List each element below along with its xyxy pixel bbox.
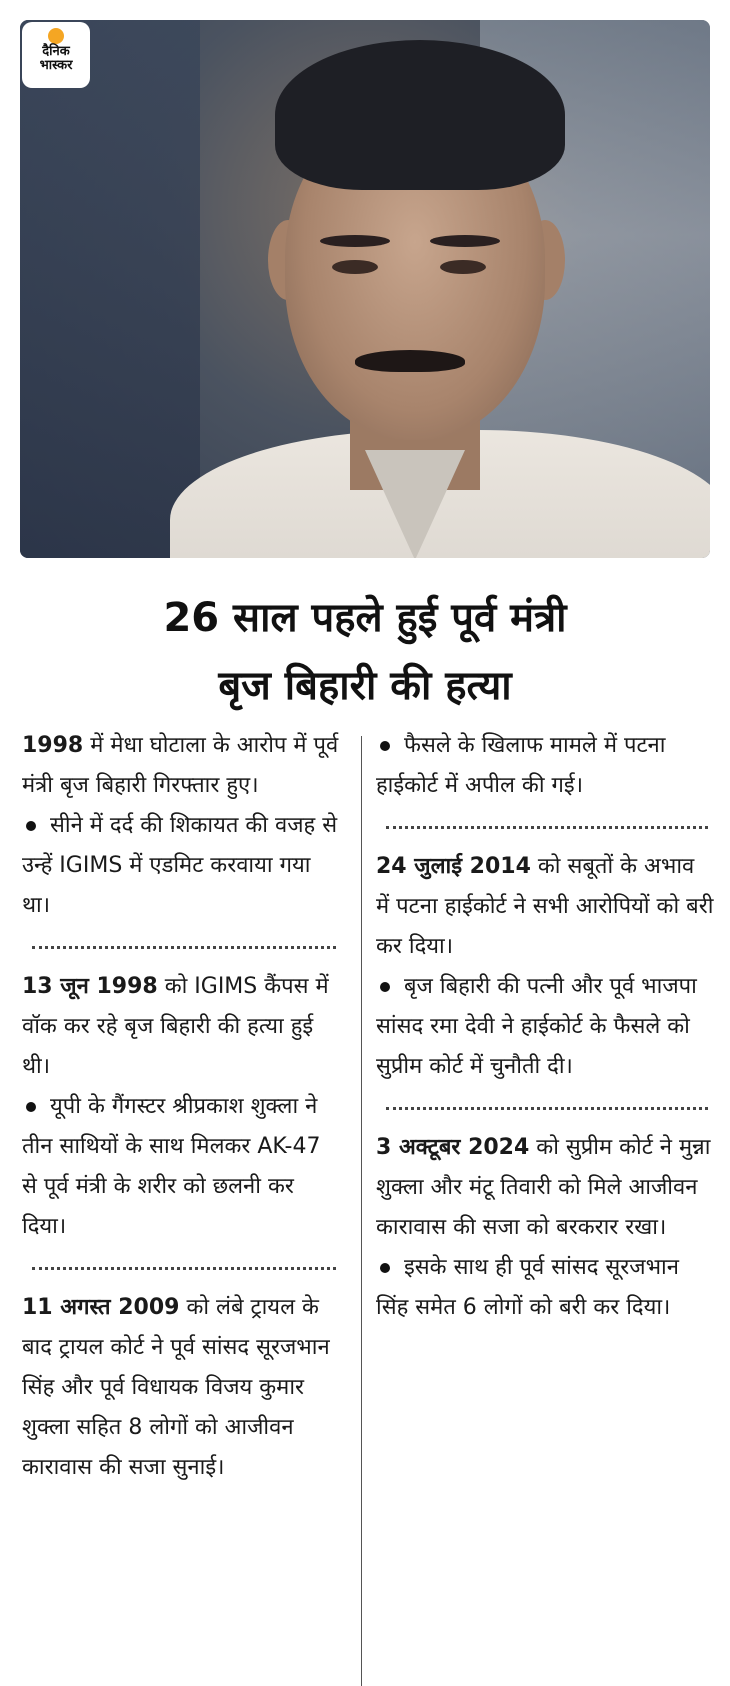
entry-text: में मेधा घोटाला के आरोप में पूर्व मंत्री बृज बिहारी गिरफ्तार हुए। bbox=[22, 733, 339, 798]
dotted-separator bbox=[386, 826, 708, 829]
timeline-entry bbox=[376, 1128, 714, 1328]
bullet-icon bbox=[26, 1102, 36, 1112]
headline-line-1: 26 साल पहले हुई पूर्व मंत्री bbox=[163, 595, 567, 641]
entry-date: 3 अक्टूबर 2024 bbox=[376, 1135, 530, 1160]
dotted-separator bbox=[386, 1107, 708, 1110]
portrait-photo bbox=[20, 20, 710, 558]
logo-line-1: दैनिक bbox=[42, 43, 70, 58]
entry-paragraph bbox=[376, 847, 714, 967]
headline-line-2: बृज बिहारी की हत्या bbox=[218, 663, 512, 709]
timeline-entry bbox=[22, 1288, 342, 1488]
dotted-separator bbox=[32, 1267, 336, 1270]
left-column bbox=[22, 726, 342, 1488]
dainik-bhaskar-logo bbox=[22, 22, 90, 88]
entry-text: को लंबे ट्रायल के बाद ट्रायल कोर्ट ने पूर्व सांसद सूरजभान सिंह और पूर्व विधायक विजय कुमार शुक्ला सहित 8 लोगों को आजीवन कारावास की सजा सुनाई। bbox=[22, 1295, 330, 1480]
entry-date: 11 अगस्त 2009 bbox=[22, 1295, 180, 1320]
entry-date: 1998 bbox=[22, 733, 84, 758]
headline bbox=[0, 584, 730, 720]
entry-bullet-text: यूपी के गैंगस्टर श्रीप्रकाश शुक्ला ने तीन साथियों के साथ मिलकर AK-47 से पूर्व मंत्री के शरीर को छलनी कर दिया। bbox=[22, 1094, 321, 1239]
entry-bullet bbox=[376, 726, 714, 806]
bullet-icon bbox=[380, 741, 390, 751]
timeline-entry bbox=[22, 967, 342, 1247]
entry-text: को IGIMS कैंपस में वॉक कर रहे बृज बिहारी की हत्या हुई थी। bbox=[22, 974, 329, 1079]
entry-bullet bbox=[376, 967, 714, 1087]
entry-bullet bbox=[22, 806, 342, 926]
entry-date: 13 जून 1998 bbox=[22, 974, 158, 999]
bullet-icon bbox=[380, 982, 390, 992]
bullet-icon bbox=[380, 1263, 390, 1273]
dotted-separator bbox=[32, 946, 336, 949]
entry-paragraph bbox=[22, 967, 342, 1087]
entry-date: 24 जुलाई 2014 bbox=[376, 854, 531, 879]
entry-text: को सुप्रीम कोर्ट ने मुन्ना शुक्ला और मंटू तिवारी को मिले आजीवन कारावास की सजा को बरकरार रखा। bbox=[376, 1135, 711, 1240]
entry-bullet-text: फैसले के खिलाफ मामले में पटना हाईकोर्ट में अपील की गई। bbox=[376, 733, 666, 798]
timeline-entry bbox=[22, 726, 342, 926]
right-column bbox=[376, 726, 714, 1328]
column-divider bbox=[361, 736, 362, 1686]
entry-bullet-text: सीने में दर्द की शिकायत की वजह से उन्हें IGIMS में एडमिट करवाया गया था। bbox=[22, 813, 338, 918]
entry-paragraph bbox=[22, 726, 342, 806]
entry-bullet bbox=[376, 1248, 714, 1328]
entry-text: को सबूतों के अभाव में पटना हाईकोर्ट ने सभी आरोपियों को बरी कर दिया। bbox=[376, 854, 714, 959]
logo-sun-icon bbox=[48, 28, 64, 44]
bullet-icon bbox=[26, 821, 36, 831]
entry-paragraph bbox=[376, 1128, 714, 1248]
logo-line-2: भास्कर bbox=[39, 57, 73, 72]
entry-bullet-text: बृज बिहारी की पत्नी और पूर्व भाजपा सांसद रमा देवी ने हाईकोर्ट के फैसले को सुप्रीम कोर्ट में चुनौती दी। bbox=[376, 974, 697, 1079]
timeline-entry bbox=[376, 726, 714, 806]
entry-bullet bbox=[22, 1087, 342, 1247]
entry-bullet-text: इसके साथ ही पूर्व सांसद सूरजभान सिंह समेत 6 लोगों को बरी कर दिया। bbox=[376, 1255, 679, 1320]
timeline-entry bbox=[376, 847, 714, 1087]
entry-paragraph bbox=[22, 1288, 342, 1488]
